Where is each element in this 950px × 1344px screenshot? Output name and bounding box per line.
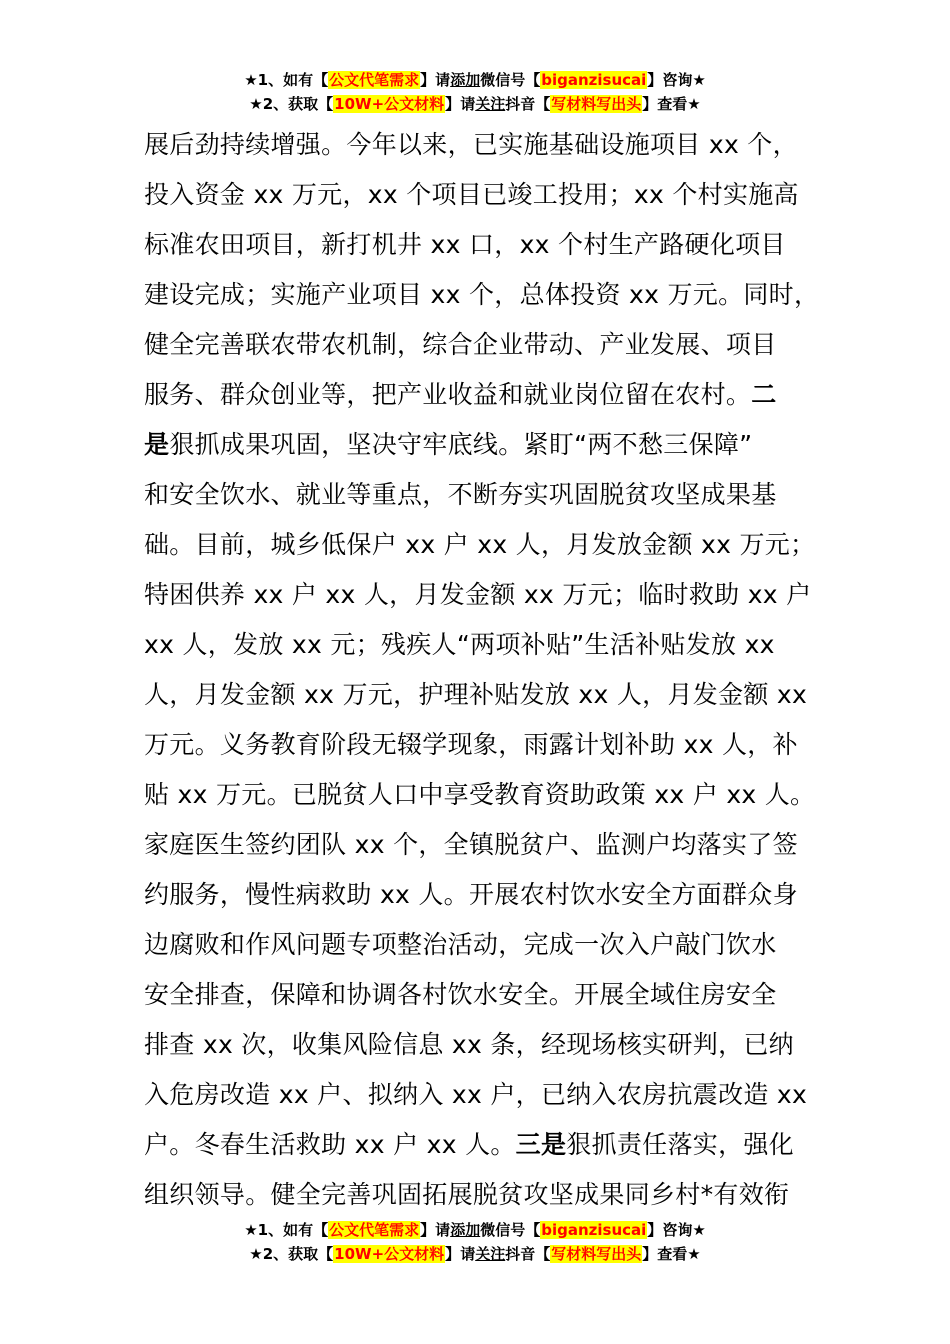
body-line: 和安全饮水、就业等重点，不断夯实巩固脱贫攻坚成果基 [144,480,777,509]
banner-line-1 [0,68,950,92]
banner-text: 咨询★ [662,1221,706,1239]
bracket: 】 [647,71,663,89]
body-line: 家庭医生签约团队 xx 个，全镇脱贫户、监测户均落实了签 [144,830,798,859]
bracket: 】 [420,71,436,89]
highlight-ghostwriting: 公文代笔需求 [329,1221,420,1239]
bracket: 】 [642,1245,658,1263]
body-line: xx 人，发放 xx 元；残疾人“两项补贴”生活补贴发放 xx [144,630,775,659]
body-line: 础。目前，城乡低保户 xx 户 xx 人，月发放金额 xx 万元； [144,530,816,559]
body-line [144,1120,814,1170]
bracket: 】 [420,1221,436,1239]
body-line: 约服务，慢性病救助 xx 人。开展农村饮水安全方面群众身 [144,880,798,909]
body-line: 建设完成；实施产业项目 xx 个，总体投资 xx 万元。同时， [144,280,820,309]
body-line [144,370,814,420]
section-marker: 三是 [515,1130,567,1159]
banner-text: ★2、获取 [249,1245,319,1263]
banner-line-2 [0,1242,950,1266]
bracket: 【 [525,71,541,89]
body-line: 入危房改造 xx 户、拟纳入 xx 户，已纳入农房抗震改造 xx [144,1080,808,1109]
banner-text: 微信号 [480,71,526,89]
bracket: 】 [445,1245,461,1263]
body-line [144,420,814,470]
banner-text-underlined: 关注 [475,95,506,113]
header-banner [0,68,950,116]
bracket: 【 [318,95,334,113]
bracket: 【 [318,1245,334,1263]
body-line: 展后劲持续增强。今年以来，已实施基础设施项目 xx 个， [144,130,798,159]
section-marker: 二 [751,380,777,409]
bracket: 【 [525,1221,541,1239]
body-line: 健全完善联农带农机制，综合企业带动、产业发展、项目 [144,330,777,359]
body-line: 排查 xx 次，收集风险信息 xx 条，经现场核实研判，已纳 [144,1030,794,1059]
banner-text: 查看★ [657,1245,701,1263]
body-line: 组织领导。健全完善巩固拓展脱贫攻坚成果同乡村*有效衔 [144,1180,790,1209]
body-text-run: 狠抓成果巩固，坚决守牢底线。紧盯“两不愁三保障” [169,430,753,459]
highlight-ghostwriting: 公文代笔需求 [329,71,420,89]
highlight-douyin-account: 写材料写出头 [551,1245,642,1263]
banner-text-underlined: 添加 [450,1221,481,1239]
body-line: 人，月发金额 xx 万元，护理补贴发放 xx 人，月发金额 xx [144,680,808,709]
highlight-wechat-id: biganzisucai [541,71,647,89]
banner-text: 微信号 [480,1221,526,1239]
bracket: 【 [313,71,329,89]
bracket: 【 [535,95,551,113]
body-text-run: 服务、群众创业等，把产业收益和就业岗位留在农村。 [144,380,752,409]
footer-banner [0,1218,950,1266]
body-line: 标准农田项目，新打机井 xx 口，xx 个村生产路硬化项目 [144,230,786,259]
banner-text: 抖音 [505,1245,536,1263]
body-text-run: 户。冬春生活救助 xx 户 xx 人。 [144,1130,516,1159]
bracket: 【 [535,1245,551,1263]
banner-text: 请 [435,71,451,89]
highlight-wechat-id: biganzisucai [541,1221,647,1239]
highlight-douyin-account: 写材料写出头 [551,95,642,113]
banner-text: ★2、获取 [249,95,319,113]
body-line: 边腐败和作风问题专项整治活动，完成一次入户敲门饮水 [144,930,777,959]
banner-text: 咨询★ [662,71,706,89]
banner-line-1 [0,1218,950,1242]
bracket: 】 [445,95,461,113]
banner-line-2 [0,92,950,116]
banner-text-underlined: 关注 [475,1245,506,1263]
body-line: 贴 xx 万元。已脱贫人口中享受教育资助政策 xx 户 xx 人。 [144,780,816,809]
bracket: 】 [642,95,658,113]
body-line: 安全排查，保障和协调各村饮水安全。开展全域住房安全 [144,980,777,1009]
banner-text: 请 [460,95,476,113]
banner-text: 查看★ [657,95,701,113]
banner-text: 抖音 [505,95,536,113]
banner-text: 请 [435,1221,451,1239]
body-text-run: 狠抓责任落实，强化 [566,1130,794,1159]
highlight-materials: 10W+公文材料 [334,95,445,113]
banner-text: ★1、如有 [244,71,314,89]
highlight-materials: 10W+公文材料 [334,1245,445,1263]
banner-text-underlined: 添加 [450,71,481,89]
body-line: 万元。义务教育阶段无辍学现象，雨露计划补助 xx 人，补 [144,730,798,759]
bracket: 】 [647,1221,663,1239]
banner-text: 请 [460,1245,476,1263]
document-body [144,120,820,1220]
banner-text: ★1、如有 [244,1221,314,1239]
bracket: 【 [313,1221,329,1239]
body-line: 特困供养 xx 户 xx 人，月发金额 xx 万元；临时救助 xx 户 [144,580,812,609]
section-marker: 是 [144,430,170,459]
body-line: 投入资金 xx 万元，xx 个项目已竣工投用；xx 个村实施高 [144,180,799,209]
